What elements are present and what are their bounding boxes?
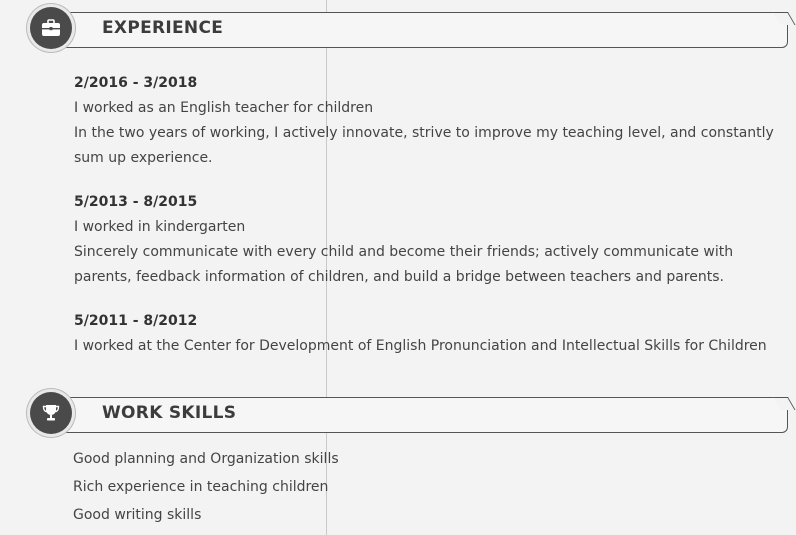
experience-entry	[74, 309, 774, 359]
entry-text: I worked in kindergarten	[74, 219, 246, 235]
experience-list	[74, 71, 774, 378]
entry-date: 2/2016 - 3/2018	[74, 75, 198, 91]
entry-date: 5/2013 - 8/2015	[74, 194, 198, 210]
trophy-icon	[30, 392, 72, 434]
entry-date: 5/2011 - 8/2012	[74, 313, 198, 329]
skills-list	[73, 445, 573, 529]
skill-item: Good writing skills	[73, 507, 202, 523]
section-title: EXPERIENCE	[102, 18, 224, 38]
experience-header	[30, 9, 788, 51]
entry-text: parents, feedback information of children, and build a bridge between teachers and parents.	[74, 269, 724, 285]
work-skills-header	[30, 394, 788, 436]
entry-text: sum up experience.	[74, 150, 213, 166]
entry-text: I worked as an English teacher for children	[74, 100, 374, 116]
experience-entry	[74, 71, 774, 171]
entry-text: Sincerely communicate with every child and become their friends; actively communicate with	[74, 244, 734, 260]
entry-text: In the two years of working, I actively innovate, strive to improve my teaching level, and constantly	[74, 125, 774, 141]
skill-item: Good planning and Organization skills	[73, 451, 339, 467]
experience-entry	[74, 190, 774, 290]
skill-item: Rich experience in teaching children	[73, 479, 329, 495]
section-title: WORK SKILLS	[102, 403, 237, 423]
entry-text: I worked at the Center for Development of English Pronunciation and Intellectual Skills for Children	[74, 338, 767, 354]
briefcase-icon	[30, 7, 72, 49]
